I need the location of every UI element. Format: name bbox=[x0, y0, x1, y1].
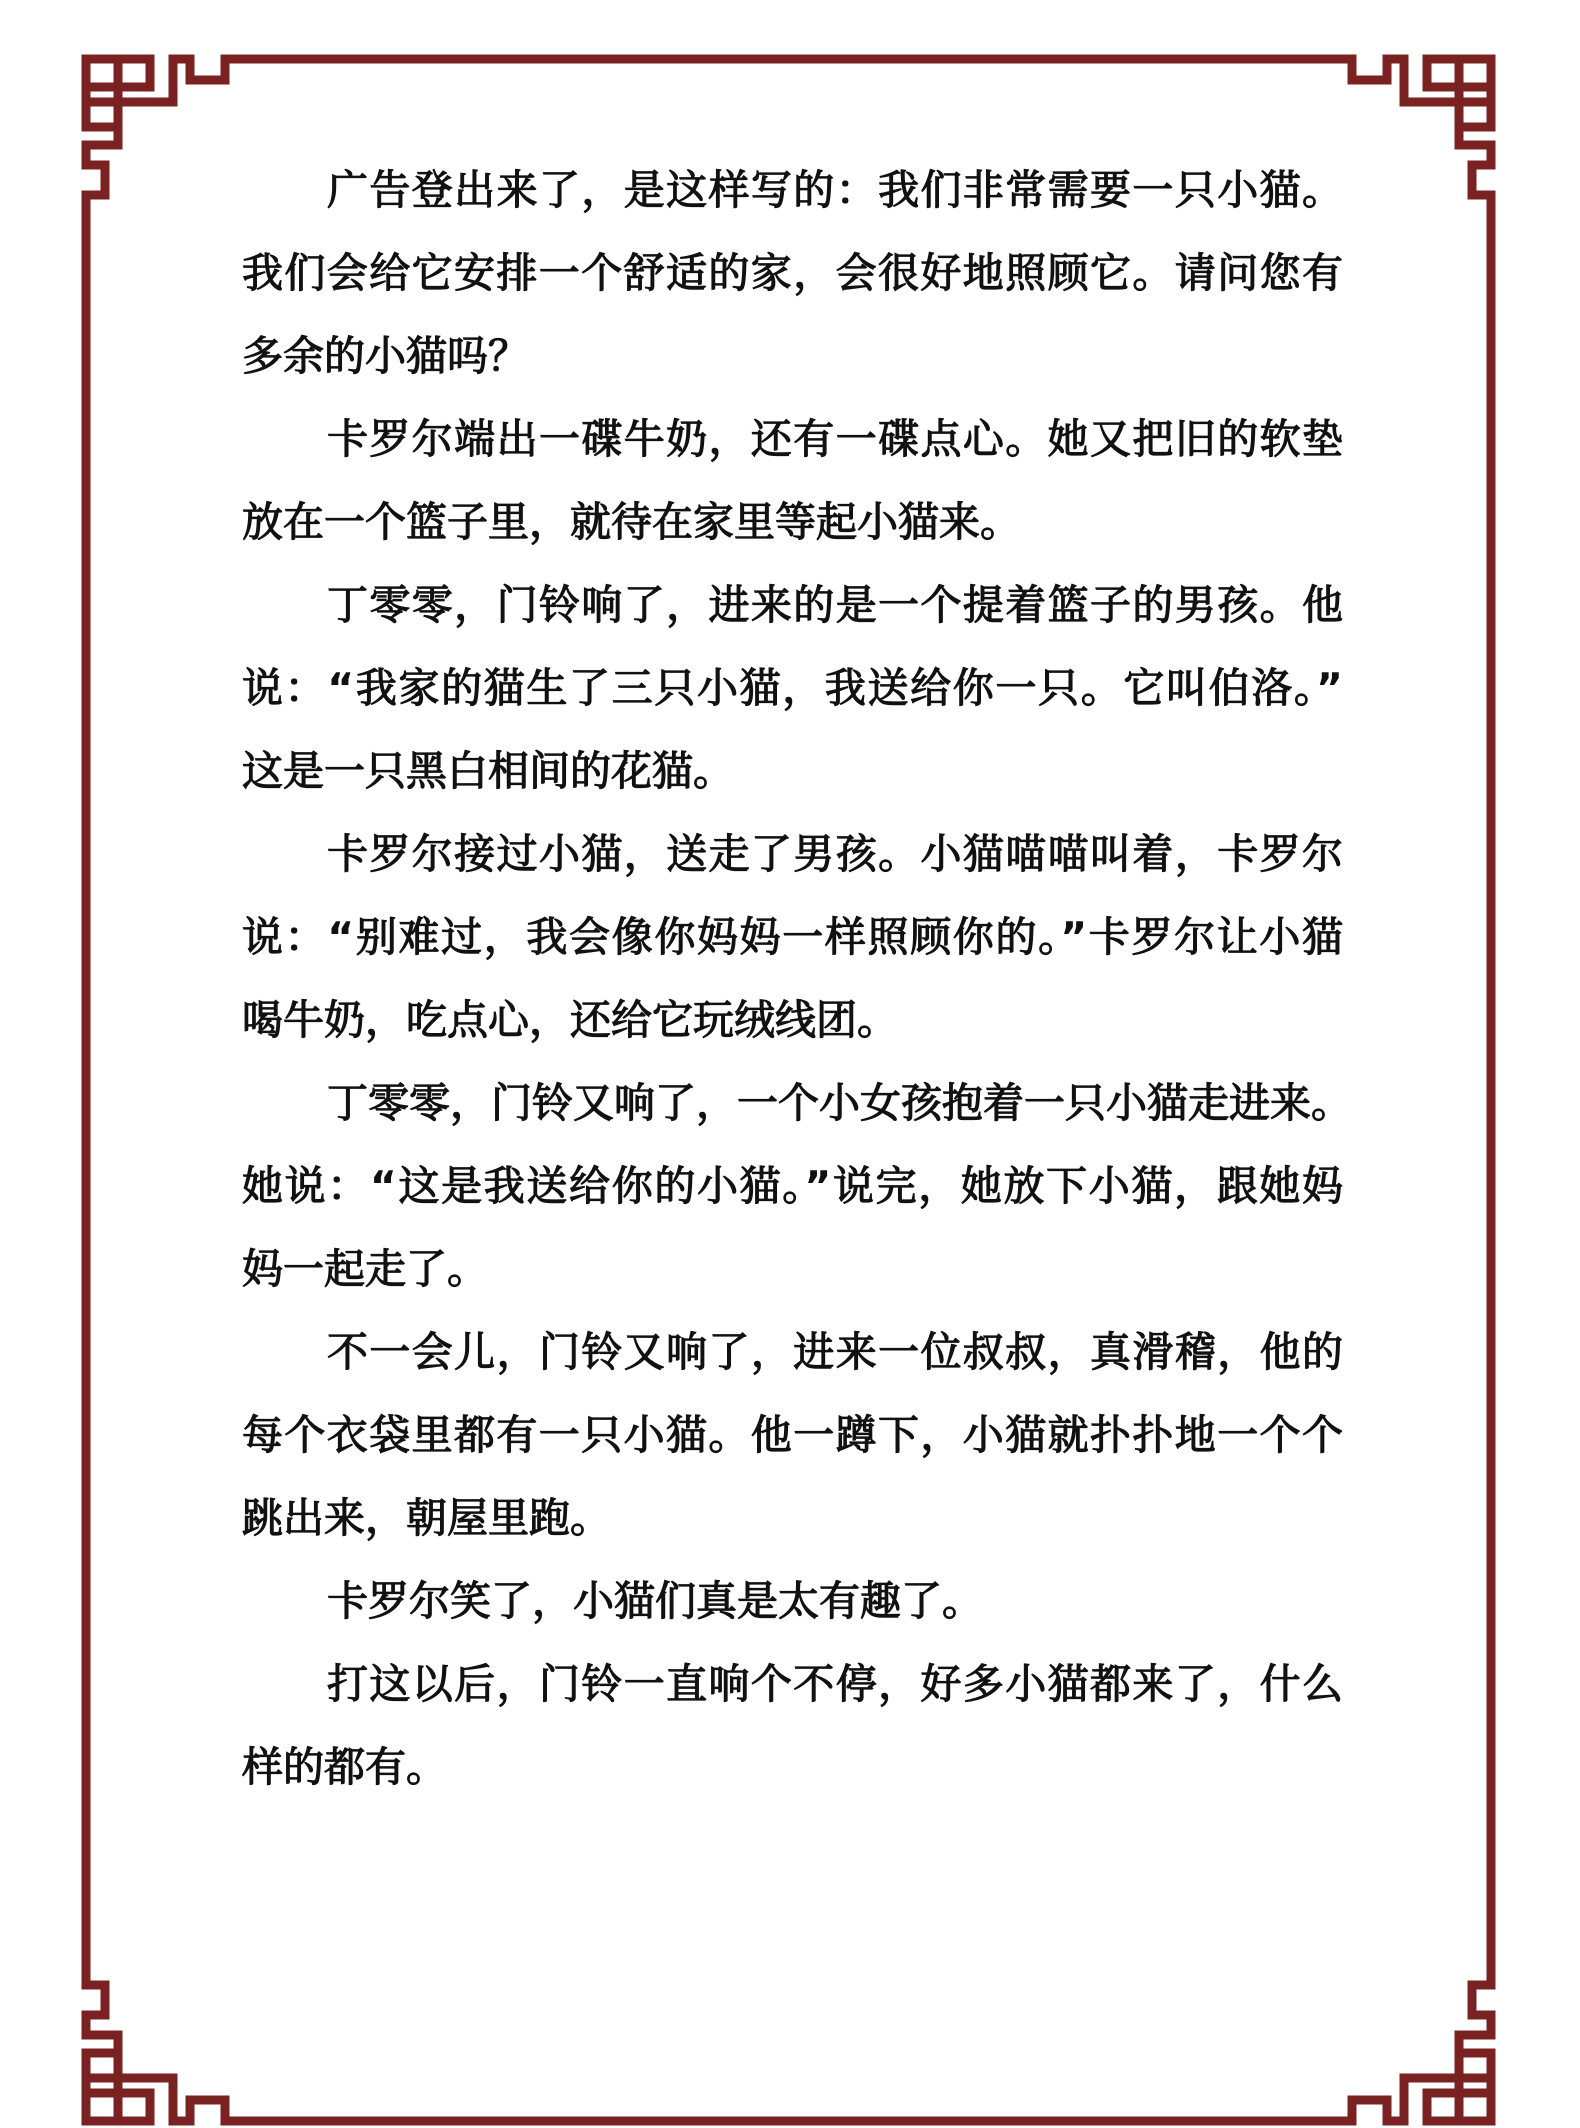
paragraph bbox=[242, 564, 1343, 813]
text-line: 放在一个篮子里，就待在家里等起小猫来。 bbox=[242, 498, 1021, 546]
paragraph bbox=[242, 398, 1343, 564]
paragraph bbox=[242, 1560, 1343, 1643]
text-line: 不一会儿，门铃又响了，进来一位叔叔，真滑稽，他的 bbox=[327, 1328, 1343, 1376]
text-line: 样的都有。 bbox=[242, 1743, 447, 1791]
text-line: 打这以后，门铃一直响个不停，好多小猫都来了，什么 bbox=[327, 1660, 1343, 1708]
paragraph bbox=[242, 1311, 1343, 1560]
text-line: 说：“我家的猫生了三只小猫，我送给你一只。它叫伯洛。” bbox=[242, 664, 1343, 712]
text-line: 跳出来，朝屋里跑。 bbox=[242, 1494, 611, 1542]
text-line: 每个衣袋里都有一只小猫。他一蹲下，小猫就扑扑地一个个 bbox=[242, 1411, 1343, 1459]
paragraph bbox=[242, 813, 1343, 1062]
text-line: 我们会给它安排一个舒适的家，会很好地照顾它。请问您有 bbox=[242, 249, 1343, 297]
paragraph bbox=[242, 1643, 1343, 1809]
text-line: 卡罗尔接过小猫，送走了男孩。小猫喵喵叫着，卡罗尔 bbox=[327, 830, 1343, 878]
text-line: 妈一起走了。 bbox=[242, 1245, 488, 1293]
paragraph bbox=[242, 149, 1343, 398]
corner-ornament-bottom-right bbox=[1277, 1940, 1491, 2121]
text-line: 她说：“这是我送给你的小猫。”说完，她放下小猫，跟她妈 bbox=[242, 1162, 1343, 1210]
text-line: 广告登出来了，是这样写的：我们非常需要一只小猫。 bbox=[327, 166, 1343, 214]
text-line: 丁零零，门铃响了，进来的是一个提着篮子的男孩。他 bbox=[327, 581, 1343, 629]
text-line: 丁零零，门铃又响了，一个小女孩抱着一只小猫走进来。 bbox=[327, 1079, 1352, 1127]
text-line: 这是一只黑白相间的花猫。 bbox=[242, 747, 734, 795]
text-line: 卡罗尔端出一碟牛奶，还有一碟点心。她又把旧的软垫 bbox=[327, 415, 1343, 463]
text-line: 卡罗尔笑了，小猫们真是太有趣了。 bbox=[327, 1577, 983, 1625]
text-line: 喝牛奶，吃点心，还给它玩绒线团。 bbox=[242, 996, 898, 1044]
text-line: 说：“别难过，我会像你妈妈一样照顾你的。”卡罗尔让小猫 bbox=[242, 913, 1343, 961]
paragraph bbox=[242, 1062, 1352, 1311]
corner-ornament-bottom-left bbox=[86, 1940, 300, 2121]
text-line: 多余的小猫吗？ bbox=[242, 332, 529, 380]
story-text bbox=[242, 149, 1352, 1809]
